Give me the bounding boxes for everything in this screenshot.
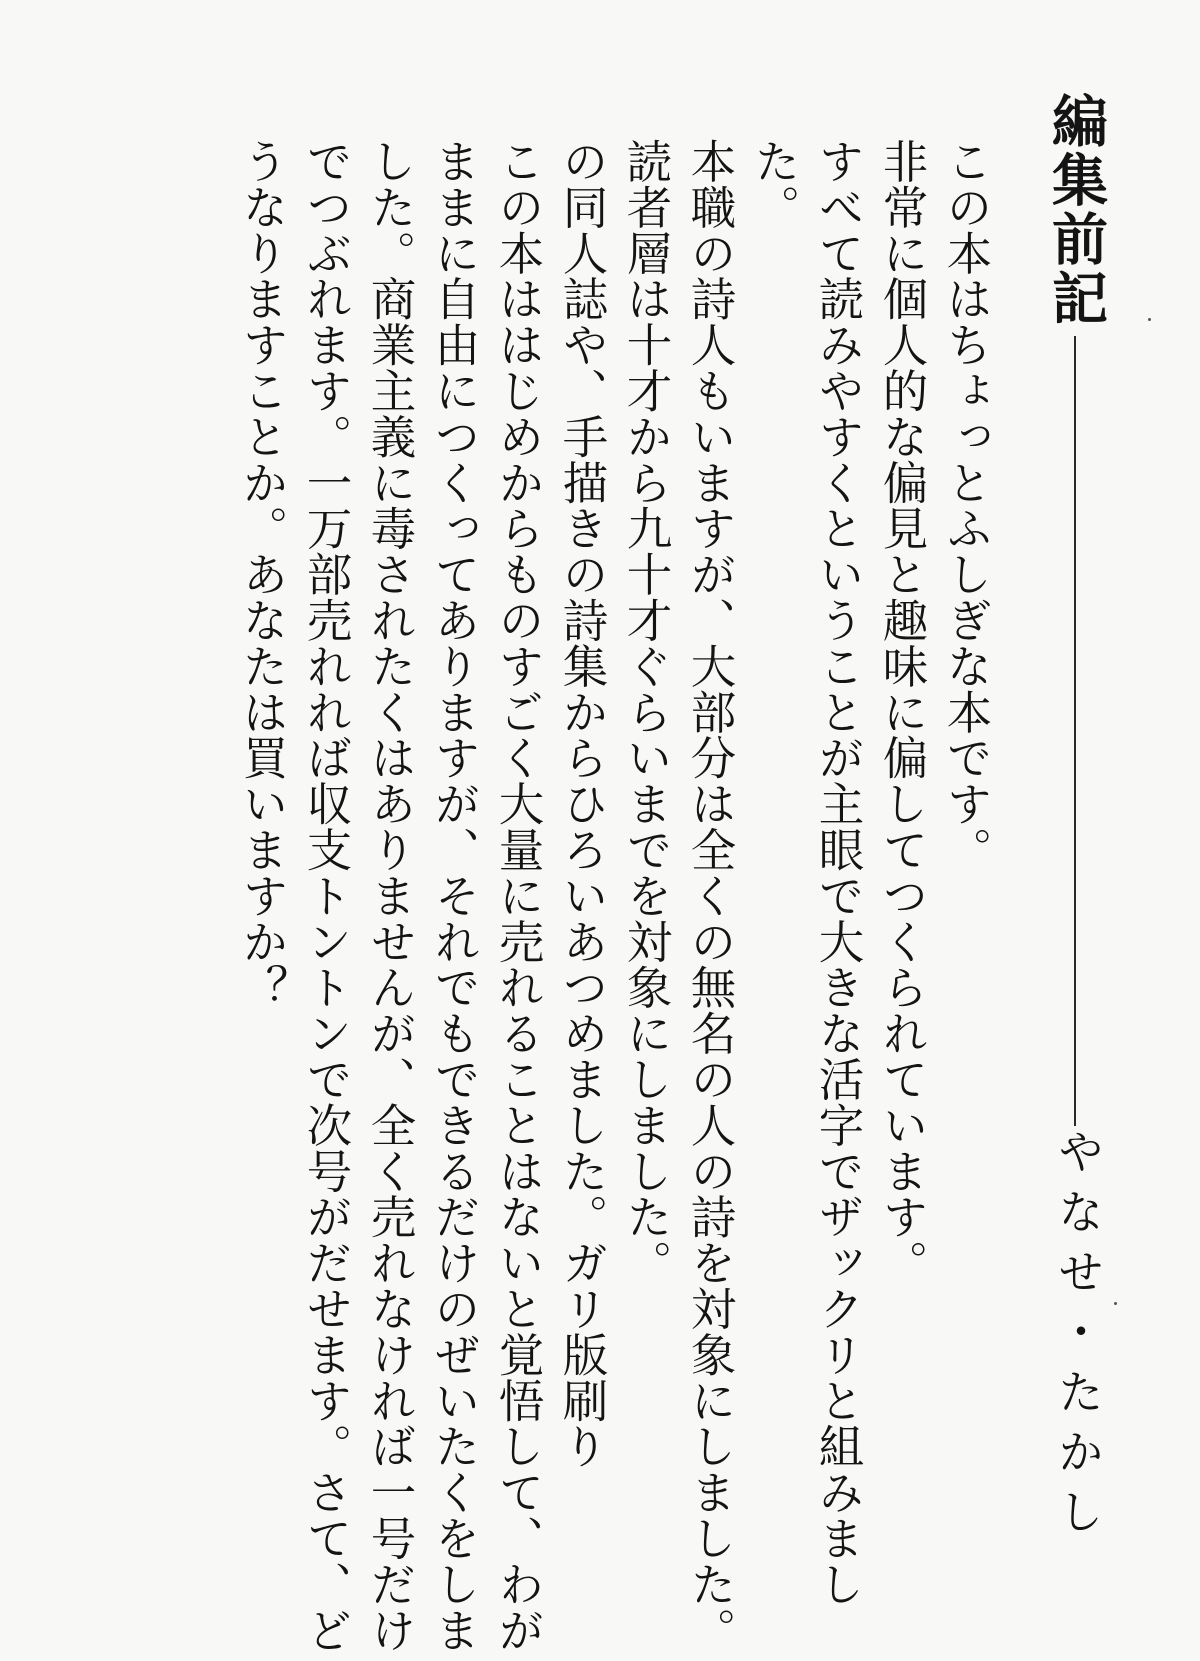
- paragraph-6: この本ははじめからものすごく大量に売れることはないと覚悟して、わがままに自由につくってありますが、それでもできるだけのぜいたくをしました。商業主義に毒されたくはありませんが、全く売れなければ一号だけでつぶれます。一万部売れれば収支トントンで次号がだせます。さて、どうなりますことか。あなたは買いますか？: [236, 138, 545, 1653]
- paragraph-3: すべて読みやすくということが主眼で大きな活字でザックリと組みました。: [748, 138, 865, 1607]
- paragraph-4: 本職の詩人もいますが、大部分は全くの無名の人の詩を対象にしました。読者層は十才から九十才ぐらいまでを対象にしました。: [620, 138, 737, 1653]
- paper-speck: [1148, 318, 1151, 321]
- page-title: 編集前記: [1043, 92, 1108, 328]
- title-rule: [1074, 336, 1076, 1126]
- author-name: やなせ・たかし: [1051, 1128, 1105, 1548]
- paper-speck: [1114, 1302, 1117, 1305]
- body-text: [100, 138, 998, 1658]
- paragraph-2: 非常に個人的な偏見と趣味に偏してつくられています。: [876, 138, 929, 1286]
- paragraph-5: の同人誌や、手描きの詩集からひろいあつめました。ガリ版刷り: [556, 138, 609, 1470]
- paragraph-1: この本はちょっとふしぎな本です。: [940, 138, 993, 873]
